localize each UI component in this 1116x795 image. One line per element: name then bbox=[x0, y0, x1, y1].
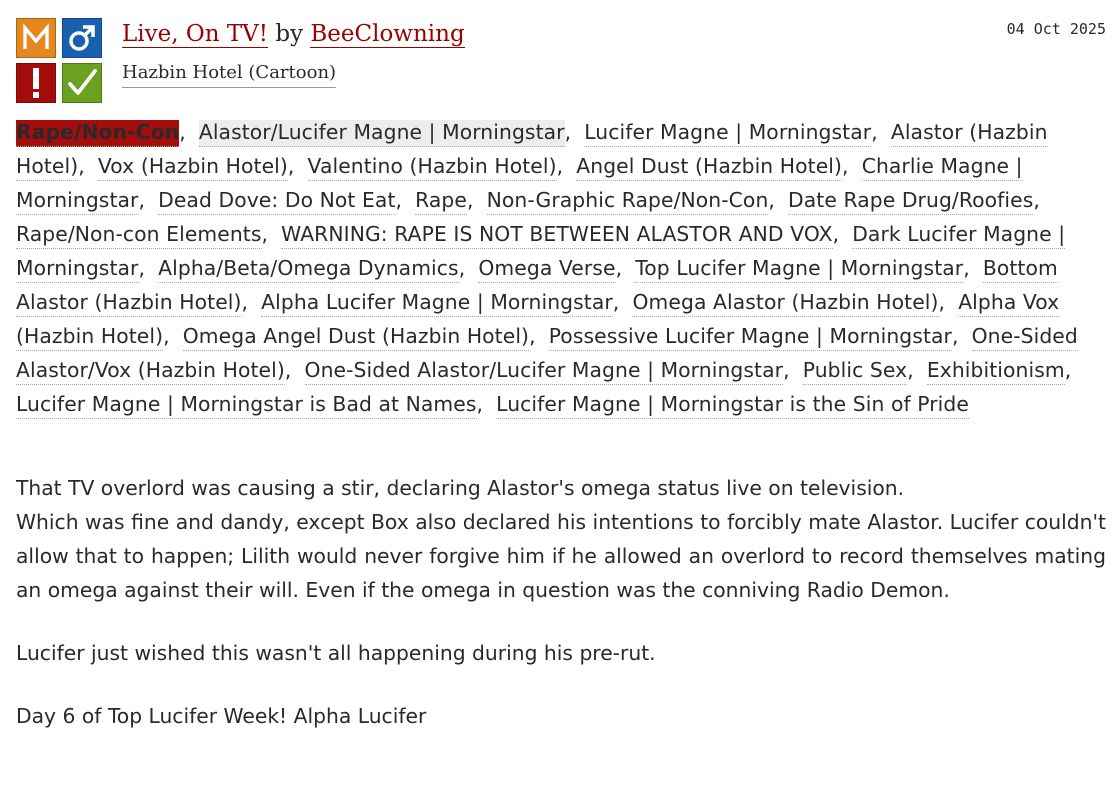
tag-separator: , bbox=[476, 392, 497, 416]
tag-freeform[interactable]: Alpha Lucifer Magne | Morningstar bbox=[261, 290, 613, 317]
tag-separator: , bbox=[832, 222, 853, 246]
tag-separator: , bbox=[842, 154, 862, 178]
summary-paragraph: That TV overlord was causing a stir, declaring Alastor's omega status live on television. Which was fine and dandy, except Box also declared his intentions to forcibly mate Alastor. Lucifer couldn't allow that to happen; Lilith would never forgive him if he allowed an overlord to record themselves mating an omega against their will. Even if the omega in question was the conniving Radio Demon. bbox=[16, 476, 1106, 602]
tag-separator: , bbox=[395, 188, 416, 212]
tag-freeform[interactable]: Lucifer Magne | Morningstar is the Sin of Pride bbox=[496, 392, 969, 419]
tag-character[interactable]: Alastor (Hazbin Hotel) bbox=[16, 120, 1048, 181]
tag-freeform[interactable]: One-Sided Alastor/Lucifer Magne | Morningstar bbox=[305, 358, 784, 385]
tag-separator: , bbox=[907, 358, 927, 382]
tag-separator: , bbox=[1064, 358, 1078, 382]
tag-freeform[interactable]: Non-Graphic Rape/Non-Con bbox=[487, 188, 769, 215]
tag-separator: , bbox=[951, 324, 972, 348]
tag-separator: , bbox=[783, 358, 803, 382]
tag-separator: , bbox=[261, 222, 282, 246]
tag-separator: , bbox=[615, 256, 636, 280]
tag-freeform[interactable]: Public Sex bbox=[803, 358, 907, 385]
tag-separator: , bbox=[458, 256, 479, 280]
tag-separator: , bbox=[556, 154, 577, 178]
tag-freeform[interactable]: Dead Dove: Do Not Eat bbox=[158, 188, 395, 215]
tag-separator: , bbox=[612, 290, 633, 314]
tag-separator: , bbox=[138, 188, 159, 212]
tag-freeform[interactable]: Exhibitionism bbox=[927, 358, 1065, 385]
required-tags bbox=[16, 18, 103, 103]
warning-icon[interactable] bbox=[16, 63, 56, 103]
work-summary bbox=[16, 471, 1106, 733]
tag-freeform[interactable]: Omega Alastor (Hazbin Hotel) bbox=[632, 290, 938, 317]
summary-paragraph: Lucifer just wished this wasn't all happening during his pre-rut. bbox=[16, 641, 656, 665]
tag-freeform[interactable]: Possessive Lucifer Magne | Morningstar bbox=[549, 324, 952, 351]
summary-paragraph: Day 6 of Top Lucifer Week! Alpha Lucifer bbox=[16, 704, 427, 728]
tag-freeform[interactable]: WARNING: RAPE IS NOT BETWEEN ALASTOR AND VOX bbox=[281, 222, 832, 249]
work-heading bbox=[122, 18, 465, 50]
tag-separator: , bbox=[963, 256, 983, 280]
tag-separator: , bbox=[287, 154, 308, 178]
tag-freeform[interactable]: Bottom Alastor (Hazbin Hotel) bbox=[16, 256, 1058, 317]
complete-check-icon[interactable] bbox=[62, 63, 102, 103]
tag-separator: , bbox=[466, 188, 487, 212]
work-title-link[interactable]: Live, On TV! bbox=[122, 21, 269, 47]
work-header bbox=[16, 18, 1106, 106]
tag-freeform[interactable]: Alpha Vox (Hazbin Hotel) bbox=[16, 290, 1059, 351]
tag-separator: , bbox=[529, 324, 549, 348]
tag-relationship[interactable]: Alastor/Lucifer Magne | Morningstar bbox=[199, 120, 565, 147]
mature-rating-icon[interactable] bbox=[16, 18, 56, 58]
tag-separator: , bbox=[179, 120, 199, 144]
tag-character[interactable]: Lucifer Magne | Morningstar bbox=[584, 120, 871, 147]
mm-category-icon[interactable] bbox=[62, 18, 102, 58]
tag-separator: , bbox=[768, 188, 789, 212]
tag-freeform[interactable]: Rape/Non-con Elements bbox=[16, 222, 262, 249]
fandom-link[interactable]: Hazbin Hotel (Cartoon) bbox=[122, 60, 336, 88]
tag-freeform[interactable]: Rape bbox=[415, 188, 467, 215]
tag-separator: , bbox=[938, 290, 959, 314]
published-date: 04 Oct 2025 bbox=[1006, 20, 1106, 38]
tag-character[interactable]: Charlie Magne | Morningstar bbox=[16, 154, 1023, 215]
tag-separator: , bbox=[78, 154, 98, 178]
tag-separator: , bbox=[163, 324, 183, 348]
tag-separator: , bbox=[1033, 188, 1047, 212]
tag-freeform[interactable]: Top Lucifer Magne | Morningstar bbox=[635, 256, 963, 283]
tag-freeform[interactable]: Omega Verse bbox=[478, 256, 615, 283]
tag-character[interactable]: Valentino (Hazbin Hotel) bbox=[308, 154, 557, 181]
tag-freeform[interactable]: Dark Lucifer Magne | Morningstar bbox=[16, 222, 1065, 283]
tag-character[interactable]: Angel Dust (Hazbin Hotel) bbox=[576, 154, 842, 181]
tag-separator: , bbox=[871, 120, 891, 144]
tag-warning[interactable]: Rape/Non-Con bbox=[16, 120, 179, 147]
tag-separator: , bbox=[241, 290, 262, 314]
tag-freeform[interactable]: Lucifer Magne | Morningstar is Bad at Names bbox=[16, 392, 477, 419]
tag-list bbox=[16, 115, 1106, 421]
tag-freeform[interactable]: Omega Angel Dust (Hazbin Hotel) bbox=[183, 324, 529, 351]
tag-freeform[interactable]: One-Sided Alastor/Vox (Hazbin Hotel) bbox=[16, 324, 1078, 385]
tag-separator: , bbox=[284, 358, 305, 382]
author-link[interactable]: BeeClowning bbox=[310, 21, 465, 47]
tag-freeform[interactable]: Alpha/Beta/Omega Dynamics bbox=[158, 256, 459, 283]
tag-separator: , bbox=[564, 120, 585, 144]
by-label: by bbox=[275, 21, 304, 47]
tag-character[interactable]: Vox (Hazbin Hotel) bbox=[98, 154, 288, 181]
tag-separator: , bbox=[138, 256, 159, 280]
tag-freeform[interactable]: Date Rape Drug/Roofies bbox=[788, 188, 1033, 215]
